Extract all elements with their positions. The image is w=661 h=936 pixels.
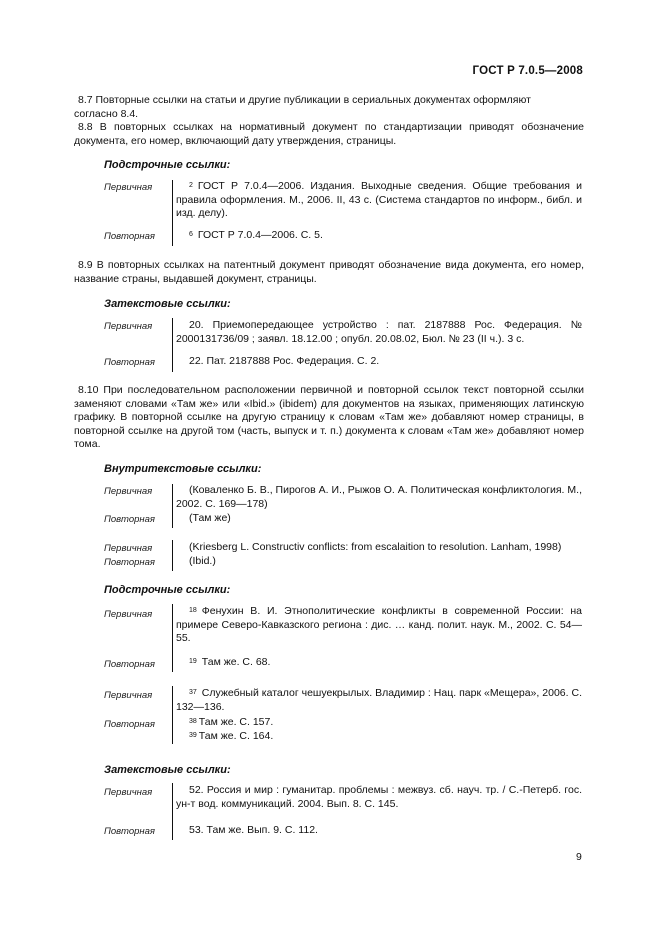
reference-primary [176,541,582,555]
label-repeat: Повторная [104,557,155,568]
reference-primary [176,484,582,511]
reference-repeat [176,824,582,838]
divider-line [172,540,173,571]
label-repeat: Повторная [104,659,155,670]
reference-text: Там же. С. 157. [198,716,274,728]
reference-repeat [176,512,582,526]
reference-primary [176,605,582,646]
section-heading-footnote-1: Подстрочные ссылки: [104,159,231,171]
paragraph-8-7-line1: 8.7 Повторные ссылки на статьи и другие публикации в сериальных документах оформляют [78,94,531,106]
reference-text: Там же. С. 164. [198,730,274,742]
reference-text: ГОСТ Р 7.0.4—2006. С. 5. [197,229,323,241]
reference-repeat [176,229,582,243]
divider-line [172,318,173,372]
reference-text: Фенухин В. И. Этнополитические конфликты в современной России: на примере Северо-Кавказского региона : дис. … канд. полит. наук. М., 2002. С. 54—55. [176,605,582,644]
paragraph-8-7 [74,94,584,121]
reference-text: ГОСТ Р 7.0.4—2006. Издания. Выходные сведения. Общие требования и правила оформления. М., 2006. II, 43 с. (Система стандартов по информ., библ. и изд. делу). [176,180,582,219]
paragraph-8-7-line2: согласно 8.4. [74,107,139,120]
reference-text: Служебный каталог чешуекрылых. Владимир : Нац. парк «Мещера», 2006. С. 132—136. [176,687,582,713]
reference-text: (Ibid.) [189,555,216,567]
section-heading-endnote-1: Затекстовые ссылки: [104,298,231,310]
reference-text: (Там же) [189,512,231,524]
label-repeat: Повторная [104,231,155,242]
label-primary: Первичная [104,182,153,193]
paragraph-8-9: 8.9 В повторных ссылках на патентный документ приводят обозначение вида документа, его номер, название страны, выдавшей документ, страницы. [74,259,584,285]
divider-line [172,686,173,744]
section-heading-footnote-2: Подстрочные ссылки: [104,584,231,596]
reference-repeat-1 [176,716,582,730]
label-primary: Первичная [104,543,153,554]
reference-repeat-2 [176,730,582,744]
page-number: 9 [576,851,582,863]
divider-line [172,604,173,672]
reference-text: 20. Приемопередающее устройство : пат. 2187888 Рос. Федерация. № 2000131736/09 ; заявл. 18.12.00 ; опубл. 20.08.02, Бюл. № 23 (II ч.). 3 с. [176,319,582,345]
label-primary: Первичная [104,787,153,798]
reference-repeat [176,355,582,369]
reference-text: (Kriesberg L. Constructiv conflicts: from escalaition to resolution. Lanham, 1998) [189,541,562,553]
paragraph-8-8: 8.8 В повторных ссылках на нормативный документ по стандартизации приводят обозначение документа, его номер, включающий дату утверждения, страницы. [74,121,584,147]
reference-repeat [176,555,582,569]
divider-line [172,783,173,840]
reference-text: 53. Там же. Вып. 9. С. 112. [189,824,318,836]
section-heading-intext: Внутритекстовые ссылки: [104,463,262,475]
label-repeat: Повторная [104,514,155,525]
label-primary: Первичная [104,486,153,497]
label-primary: Первичная [104,321,153,332]
reference-primary [176,687,582,714]
label-repeat: Повторная [104,719,155,730]
label-repeat: Повторная [104,826,155,837]
footnote-number: 37 [189,689,197,696]
reference-primary [176,319,582,346]
reference-primary [176,180,582,221]
divider-line [172,484,173,528]
footnote-number: 18 [189,607,197,614]
footnote-number: 39 [189,732,197,739]
reference-text: 22. Пат. 2187888 Рос. Федерация. С. 2. [189,355,380,367]
label-repeat: Повторная [104,357,155,368]
footnote-number: 6 [189,231,193,238]
reference-text: Там же. С. 68. [201,656,271,668]
label-primary: Первичная [104,690,153,701]
reference-text: 52. Россия и мир : гуманитар. проблемы : межвуз. сб. науч. тр. / С.-Петерб. гос. ун-т вод. коммуникаций. 2004. Вып. 8. С. 145. [176,784,582,810]
footnote-number: 19 [189,658,197,665]
label-primary: Первичная [104,609,153,620]
footnote-number: 2 [189,182,193,189]
reference-text: (Коваленко Б. В., Пирогов А. И., Рыжов О. А. Политическая конфликтология. М., 2002. С. 169—178) [176,484,582,510]
reference-primary [176,784,582,811]
footnote-number: 38 [189,718,197,725]
document-header: ГОСТ Р 7.0.5—2008 [472,65,583,77]
reference-repeat [176,656,582,670]
divider-line [172,180,173,246]
paragraph-8-10: 8.10 При последовательном расположении первичной и повторной ссылок текст повторной ссылки заменяют словами «Там же» или «Ibid.» (ibidem) для документов на языках, применяющих латинскую графику. В повторной ссылке на другую страницу к словам «Там же» добавляют номер страницы, в повторной ссылке на другой том (часть, выпуск и т. п.) документа к словам «Там же» добавляют номер тома. [74,384,584,450]
section-heading-endnote-2: Затекстовые ссылки: [104,764,231,776]
